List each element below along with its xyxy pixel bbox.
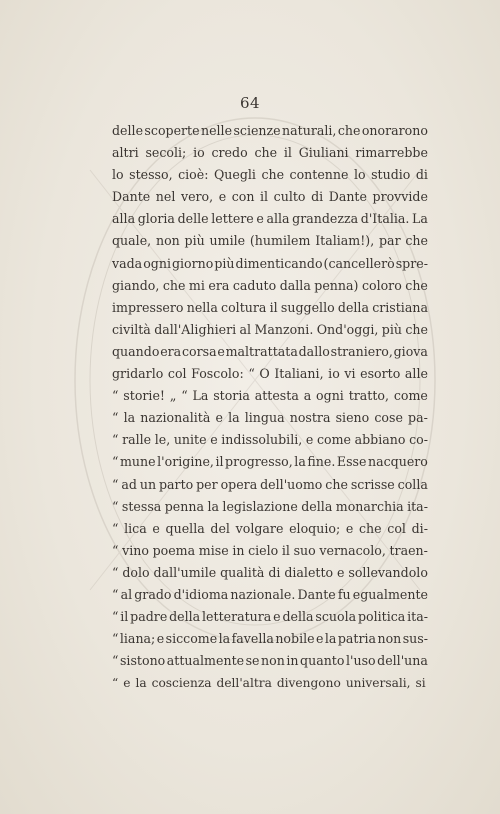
word: più: [381, 321, 402, 337]
word: cristiana: [372, 299, 428, 315]
word: di: [268, 564, 281, 580]
word: ad: [121, 476, 137, 492]
word: vero,: [180, 189, 214, 205]
text-line: [112, 584, 428, 606]
word: stessa: [121, 498, 162, 514]
text-line: [112, 562, 428, 584]
word: che: [405, 277, 428, 293]
word: Foscolo:: [191, 366, 244, 382]
word: della: [169, 609, 201, 625]
word: era: [208, 277, 230, 293]
word: favella: [231, 631, 274, 647]
word: opera: [220, 476, 258, 492]
word: come: [393, 388, 428, 404]
text-line: [112, 474, 428, 496]
word: alla: [266, 211, 290, 227]
word: non: [377, 631, 402, 647]
word: nelle: [200, 123, 233, 138]
word: della: [337, 299, 369, 315]
word: provvide: [372, 189, 428, 205]
word: non: [261, 653, 285, 669]
text-line: [112, 606, 428, 628]
word: che: [337, 123, 361, 138]
word: vada: [112, 255, 143, 271]
word: quella: [165, 520, 205, 536]
word: sieno: [335, 410, 370, 426]
word: padre: [130, 609, 168, 625]
word: e: [337, 564, 345, 580]
word: gridarlo: [112, 366, 164, 382]
word: col: [167, 366, 187, 382]
word: giando,: [112, 277, 160, 293]
word: “: [112, 498, 119, 514]
word: spre-: [395, 255, 428, 271]
word: dall'umile: [153, 564, 217, 580]
word: nobile: [275, 631, 315, 647]
word: storia: [213, 388, 250, 404]
word: e: [305, 432, 314, 448]
word: co-: [409, 432, 428, 448]
word: e: [316, 631, 324, 647]
word: nostra: [289, 410, 331, 426]
word: eloquio;: [289, 520, 341, 536]
word: poema: [152, 542, 196, 558]
text-line: [112, 164, 428, 186]
word: universali,: [345, 676, 411, 691]
word: la: [135, 676, 147, 691]
word: che: [358, 520, 382, 536]
word: suo: [293, 542, 316, 558]
word: civiltà: [112, 321, 151, 337]
word: suggello: [280, 299, 335, 315]
word: delle: [112, 123, 144, 138]
word: lo: [112, 167, 124, 183]
word: (humilem: [249, 233, 311, 249]
word: al: [120, 586, 133, 602]
word: attualmente: [166, 653, 245, 669]
body-text: [112, 120, 428, 694]
word: altri: [112, 145, 139, 161]
text-line: [112, 628, 428, 650]
word: Dante: [328, 189, 367, 205]
word: “: [112, 564, 119, 580]
word: siccome: [165, 631, 218, 647]
word: stesso,: [129, 167, 173, 183]
word: “: [112, 476, 119, 492]
word: storie!: [123, 388, 165, 404]
word: la: [218, 631, 231, 647]
word: giorno: [171, 255, 214, 271]
word: che: [405, 321, 428, 337]
word: al: [239, 321, 252, 337]
word: lo: [353, 167, 366, 183]
word: coscienza: [151, 676, 212, 691]
word: di: [311, 189, 324, 205]
page-number: 64: [239, 94, 261, 112]
word: “: [112, 454, 119, 470]
word: che: [162, 277, 186, 293]
word: coltura: [221, 299, 267, 315]
word: che: [254, 145, 278, 161]
word: dallo: [298, 343, 330, 359]
word: sistono: [119, 653, 166, 669]
word: come: [316, 432, 351, 448]
word: io: [193, 145, 205, 161]
word: legislazione: [222, 498, 298, 514]
word: qualità: [220, 564, 265, 580]
word: Manzoni.: [254, 321, 314, 337]
word: che: [405, 233, 428, 249]
word: “: [112, 676, 119, 691]
text-line: [112, 186, 428, 208]
word: l'origine,: [157, 454, 214, 470]
word: gloria: [137, 211, 175, 227]
word: del: [210, 520, 230, 536]
word: lettere: [211, 211, 254, 227]
word: Giuliani: [298, 145, 349, 161]
word: non: [155, 233, 180, 249]
word: vi: [344, 366, 356, 382]
word: scrisse: [350, 476, 395, 492]
word: politica: [357, 609, 406, 625]
text-line: [112, 496, 428, 518]
word: si: [415, 676, 426, 691]
word: fu: [337, 586, 351, 602]
word: lica: [124, 520, 147, 536]
text-line: [112, 650, 428, 672]
word: dell'altra: [216, 676, 272, 691]
word: io: [328, 366, 340, 382]
word: liana;: [119, 631, 156, 647]
word: mise: [198, 542, 229, 558]
word: mi: [188, 277, 205, 293]
word: volgare: [235, 520, 284, 536]
word: grado: [134, 586, 172, 602]
word: ogni: [143, 255, 171, 271]
word: e: [217, 343, 225, 359]
text-line: [112, 341, 428, 363]
word: Quegli: [213, 167, 256, 183]
word: ita-: [407, 609, 428, 625]
word: Ond'oggi,: [316, 321, 379, 337]
text-line: [112, 363, 428, 385]
text-line: [112, 385, 428, 407]
word: Italiam!),: [315, 233, 375, 249]
word: divengono: [276, 676, 341, 691]
word: con: [231, 189, 255, 205]
word: dell'una: [377, 653, 428, 669]
word: vino: [122, 542, 149, 558]
text-line: [112, 208, 428, 230]
word: e: [218, 189, 227, 205]
text-line: [112, 275, 428, 297]
word: abbiano: [354, 432, 406, 448]
word: “: [112, 653, 119, 669]
word: delle: [177, 211, 209, 227]
word: scuola: [315, 609, 357, 625]
word: dolo: [122, 564, 150, 580]
word: col: [387, 520, 406, 536]
word: culto: [273, 189, 306, 205]
word: “: [112, 520, 119, 536]
word: “: [112, 609, 119, 625]
word: „: [169, 388, 177, 404]
text-line: [112, 319, 428, 341]
word: d'Italia.: [360, 211, 410, 227]
word: pa-: [408, 410, 428, 426]
word: dialetto: [284, 564, 334, 580]
word: unite: [173, 432, 207, 448]
word: più: [184, 233, 205, 249]
word: della: [282, 609, 314, 625]
word: “: [112, 631, 119, 647]
word: e: [152, 520, 160, 536]
text-line: [112, 230, 428, 252]
word: nazionalità: [140, 410, 211, 426]
word: monarchia: [335, 498, 404, 514]
word: letteratura: [202, 609, 272, 625]
word: il: [215, 454, 224, 470]
word: in: [232, 542, 245, 558]
word: “: [112, 388, 119, 404]
word: della: [301, 498, 333, 514]
word: cioè:: [178, 167, 209, 183]
word: scienze: [233, 123, 281, 138]
text-line: [112, 142, 428, 164]
word: La: [192, 388, 209, 404]
word: ita-: [407, 498, 428, 514]
word: la: [123, 410, 136, 426]
word: e: [210, 432, 218, 448]
word: “: [112, 410, 119, 426]
word: la: [207, 498, 219, 514]
word: nella: [186, 299, 218, 315]
text-line: [112, 540, 428, 562]
word: dimenticando: [235, 255, 323, 271]
word: “: [112, 542, 119, 558]
word: quanto: [300, 653, 345, 669]
word: se: [245, 653, 260, 669]
text-line: [112, 518, 428, 540]
word: indissolubili,: [221, 432, 303, 448]
word: rimarrebbe: [355, 145, 428, 161]
word: “: [112, 432, 119, 448]
word: la: [228, 410, 240, 426]
word: le,: [154, 432, 171, 448]
word: credo: [211, 145, 248, 161]
word: più: [214, 255, 235, 271]
word: impressero: [112, 299, 184, 315]
word: d'idioma: [173, 586, 229, 602]
word: “: [181, 388, 188, 404]
word: e: [273, 609, 281, 625]
word: che: [325, 476, 348, 492]
word: penna: [164, 498, 204, 514]
word: naturali,: [282, 123, 337, 138]
text-line: [112, 429, 428, 451]
word: progresso,: [225, 454, 293, 470]
word: umile: [209, 233, 246, 249]
word: maltrattata: [225, 343, 298, 359]
word: parto: [158, 476, 194, 492]
word: scoperte: [144, 123, 200, 138]
word: patria: [337, 631, 377, 647]
word: caduto: [232, 277, 277, 293]
word: alla: [112, 211, 136, 227]
text-line: [112, 451, 428, 473]
word: in: [286, 653, 299, 669]
word: e: [156, 631, 165, 647]
word: era: [160, 343, 182, 359]
word: Dante: [297, 586, 336, 602]
word: La: [412, 211, 428, 227]
word: Esse: [336, 454, 367, 470]
word: nazionale.: [230, 586, 296, 602]
word: il: [281, 542, 290, 558]
word: O: [259, 366, 270, 382]
word: dall'Alighieri: [154, 321, 237, 337]
word: Italiani,: [274, 366, 324, 382]
word: a: [303, 388, 312, 404]
word: onorarono: [361, 123, 428, 138]
text-line: [112, 407, 428, 429]
word: “: [112, 586, 119, 602]
word: “: [248, 366, 255, 382]
word: giova: [393, 343, 428, 359]
word: per: [196, 476, 218, 492]
word: il: [283, 145, 292, 161]
word: attesta: [254, 388, 299, 404]
word: un: [139, 476, 157, 492]
text-line: [112, 253, 428, 275]
word: che: [261, 167, 285, 183]
word: quale,: [112, 233, 152, 249]
word: di-: [411, 520, 428, 536]
word: secoli;: [145, 145, 187, 161]
word: corsa: [181, 343, 217, 359]
word: la: [324, 631, 337, 647]
word: penna): [314, 277, 359, 293]
word: coloro: [361, 277, 402, 293]
word: dell'uomo: [260, 476, 323, 492]
word: mune: [119, 454, 156, 470]
word: nel: [155, 189, 176, 205]
word: ogni: [316, 388, 344, 404]
text-line: [112, 120, 428, 142]
word: contenne: [289, 167, 349, 183]
word: di: [415, 167, 428, 183]
word: il: [269, 299, 278, 315]
word: grandezza: [292, 211, 359, 227]
word: ralle: [122, 432, 152, 448]
word: alle: [404, 366, 428, 382]
word: la: [294, 454, 306, 470]
word: vernacolo,: [319, 542, 386, 558]
word: e: [123, 676, 131, 691]
word: egualmente: [352, 586, 428, 602]
word: (cancellerò: [323, 255, 395, 271]
word: esorto: [360, 366, 401, 382]
word: lingua: [244, 410, 285, 426]
word: traen-: [389, 542, 428, 558]
word: sollevandolo: [348, 564, 428, 580]
word: colla: [397, 476, 428, 492]
word: sus-: [402, 631, 428, 647]
text-line: [112, 672, 428, 694]
word: e: [345, 520, 354, 536]
word: cielo: [248, 542, 279, 558]
word: studio: [371, 167, 411, 183]
word: par: [379, 233, 401, 249]
word: il: [120, 609, 129, 625]
word: il: [260, 189, 269, 205]
word: l'uso: [345, 653, 376, 669]
word: e: [215, 410, 223, 426]
word: dalla: [279, 277, 311, 293]
word: Dante: [112, 189, 151, 205]
word: nacquero: [367, 454, 428, 470]
word: fine.: [307, 454, 336, 470]
word: cose: [374, 410, 403, 426]
text-line: [112, 297, 428, 319]
word: quando: [112, 343, 160, 359]
word: e: [256, 211, 264, 227]
word: tratto,: [348, 388, 389, 404]
word: straniero,: [330, 343, 393, 359]
